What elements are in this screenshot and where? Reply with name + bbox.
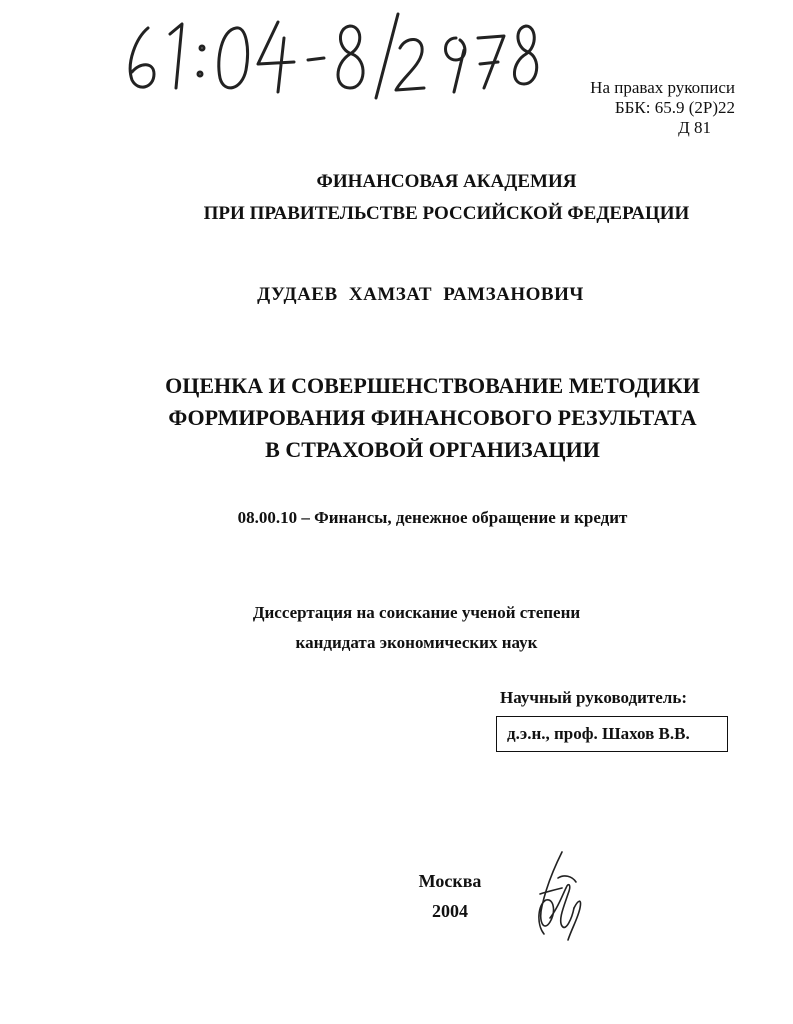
organization-line-1: ФИНАНСОВАЯ АКАДЕМИЯ — [316, 171, 577, 192]
handwritten-code-drawing — [118, 8, 548, 100]
place-and-year — [410, 866, 490, 926]
degree-line-1: Диссертация на соискание ученой степени — [252, 603, 581, 622]
manuscript-stamp — [590, 78, 735, 138]
specialty-code: 08.00.10 – Финансы, денежное обращение и кредит — [237, 508, 628, 527]
degree-line-2: кандидата экономических наук — [295, 633, 538, 652]
organization-heading — [50, 166, 793, 230]
title-line-2: ФОРМИРОВАНИЯ ФИНАНСОВОГО РЕЗУЛЬТАТА — [168, 405, 697, 430]
organization-line-2: ПРИ ПРАВИТЕЛЬСТВЕ РОССИЙСКОЙ ФЕДЕРАЦИИ — [203, 203, 690, 224]
udk-code: Д 81 — [678, 118, 711, 137]
author-name: ДУДАЕВ ХАМЗАТ РАМЗАНОВИЧ — [257, 284, 584, 305]
dissertation-title — [36, 370, 793, 466]
title-line-3: В СТРАХОВОЙ ОРГАНИЗАЦИИ — [265, 437, 600, 462]
supervisor-label: Научный руководитель: — [500, 688, 687, 707]
rights-text: На правах рукописи — [590, 78, 735, 97]
supervisor-name-box: д.э.н., проф. Шахов В.В. — [496, 716, 728, 752]
handwritten-catalog-code — [118, 8, 548, 100]
year: 2004 — [432, 901, 468, 921]
city-name: Москва — [418, 871, 482, 891]
title-line-1: ОЦЕНКА И СОВЕРШЕНСТВОВАНИЕ МЕТОДИКИ — [165, 373, 700, 398]
degree-statement — [20, 598, 793, 658]
bbk-code: ББК: 65.9 (2Р)22 — [614, 98, 735, 117]
handwritten-signature — [528, 848, 588, 948]
signature-drawing — [528, 848, 588, 948]
